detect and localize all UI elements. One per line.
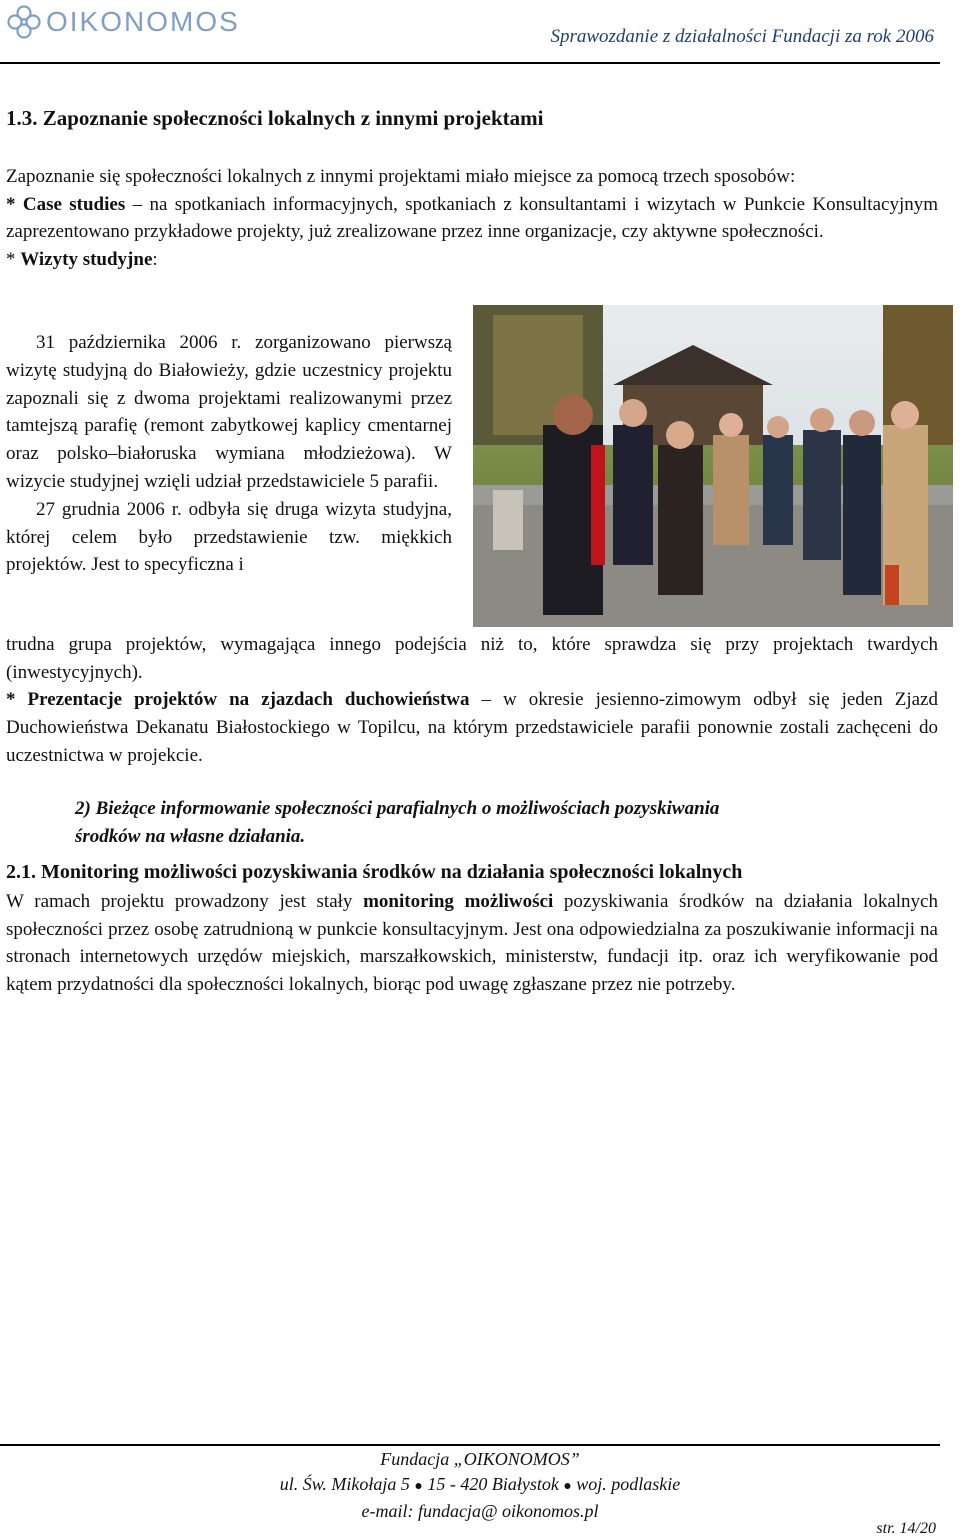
footer-email: e-mail: fundacja@ oikonomos.pl	[361, 1501, 599, 1521]
monitoring-paragraph	[6, 888, 938, 999]
bullet-icon: ●	[563, 1479, 572, 1494]
visit-2-paragraph-end	[6, 631, 938, 770]
intro-paragraph	[6, 163, 938, 274]
report-title: Sprawozdanie z działalności Fundacji za rok 2006	[550, 26, 934, 47]
footer	[250, 1447, 710, 1524]
study-visit-photo	[473, 305, 953, 627]
logo	[6, 4, 240, 40]
presentations-text: – w okresie jesienno-zimowym odbył się jeden Zjazd Duchowieństwa Dekanatu Białostockiego w Topilcu, na którym przedstawiciele parafii ponownie zostali zachęceni do uczestnictwa w projekcie.	[6, 689, 938, 766]
section-2-line-1: 2) Bieżące informowanie społeczności parafialnych o możliwościach pozyskiwania	[75, 798, 720, 819]
section-heading-2-1: 2.1. Monitoring możliwości pozyskiwania środków na działania społeczności lokalnych	[6, 861, 743, 883]
visit-1-paragraph: 31 października 2006 r. zorganizowano pierwszą wizytę studyjną do Białowieży, gdzie uczestnicy projektu zapoznali się z dwoma projektami realizowanymi przez tamtejszą parafię (remont zabytkowej kaplicy cmentarnej oraz polsko–białoruska wymiana młodzieżowa). W wizycie studyjnej wzięli udział przedstawiciele 5 parafii.	[6, 332, 452, 492]
section-2-line-2: środków na własne działania.	[75, 825, 306, 847]
bullet-icon: ●	[414, 1479, 423, 1494]
section-heading-2	[75, 795, 719, 850]
footer-city: 15 - 420 Białystok	[427, 1474, 559, 1494]
case-studies-text: – na spotkaniach informacyjnych, spotkaniach z konsultantami i wizytach w Punkcie Konsultacyjnym zaprezentowano przykładowe projekty, już zrealizowane przez inne organizacje, czy aktywne społeczności.	[6, 193, 938, 243]
footer-divider	[0, 1444, 940, 1446]
visits-prefix: *	[6, 249, 21, 271]
footer-org: Fundacja „OIKONOMOS”	[380, 1449, 580, 1469]
visit-2-paragraph-start: 27 grudnia 2006 r. odbyła się druga wizyta studyjna, której celem było przedstawienie tzw. miękkich projektów. Jest to specyficzna i	[6, 498, 452, 576]
section-heading-1-3: 1.3. Zapoznanie społeczności lokalnych z innymi projektami	[6, 106, 544, 130]
page-number: str. 14/20	[876, 1520, 936, 1537]
visit-2-continuation: trudna grupa projektów, wymagająca innego podejścia niż to, które sprawdza się przy projektach twardych (inwestycyjnych).	[6, 634, 938, 683]
footer-region: woj. podlaskie	[576, 1474, 681, 1494]
monitoring-text-end: pozyskiwania środków na działania lokalnych społeczności przez osobę zatrudnioną w punkcie konsultacyjnym. Jest ona odpowiedzialna za poszukiwanie informacji na stronach internetowych urzędów miejskich, marszałkowskich, ministerstw, fundacji itp. oraz ich weryfikowanie pod kątem przydatności dla społeczności lokalnych, biorąc pod uwagę zgłaszane przez nie potrzeby.	[6, 891, 938, 996]
visits-column	[6, 329, 452, 579]
visits-label: Wizyty studyjne	[20, 249, 153, 271]
presentations-label: * Prezentacje projektów na zjazdach duchowieństwa	[6, 689, 470, 711]
header-divider	[0, 62, 940, 64]
monitoring-text-start: W ramach projektu prowadzony jest stały	[6, 891, 364, 912]
oikonomos-flower-logo-icon	[6, 4, 42, 40]
intro-text: Zapoznanie się społeczności lokalnych z innymi projektami miało miejsce za pomocą trzech sposobów:	[6, 166, 796, 187]
case-studies-label: * Case studies	[6, 193, 126, 215]
logo-text: OIKONOMOS	[46, 6, 240, 37]
footer-address	[250, 1472, 710, 1499]
footer-street: ul. Św. Mikołaja 5	[279, 1474, 410, 1494]
visits-suffix: :	[152, 249, 158, 271]
monitoring-bold: monitoring możliwości	[363, 891, 554, 912]
